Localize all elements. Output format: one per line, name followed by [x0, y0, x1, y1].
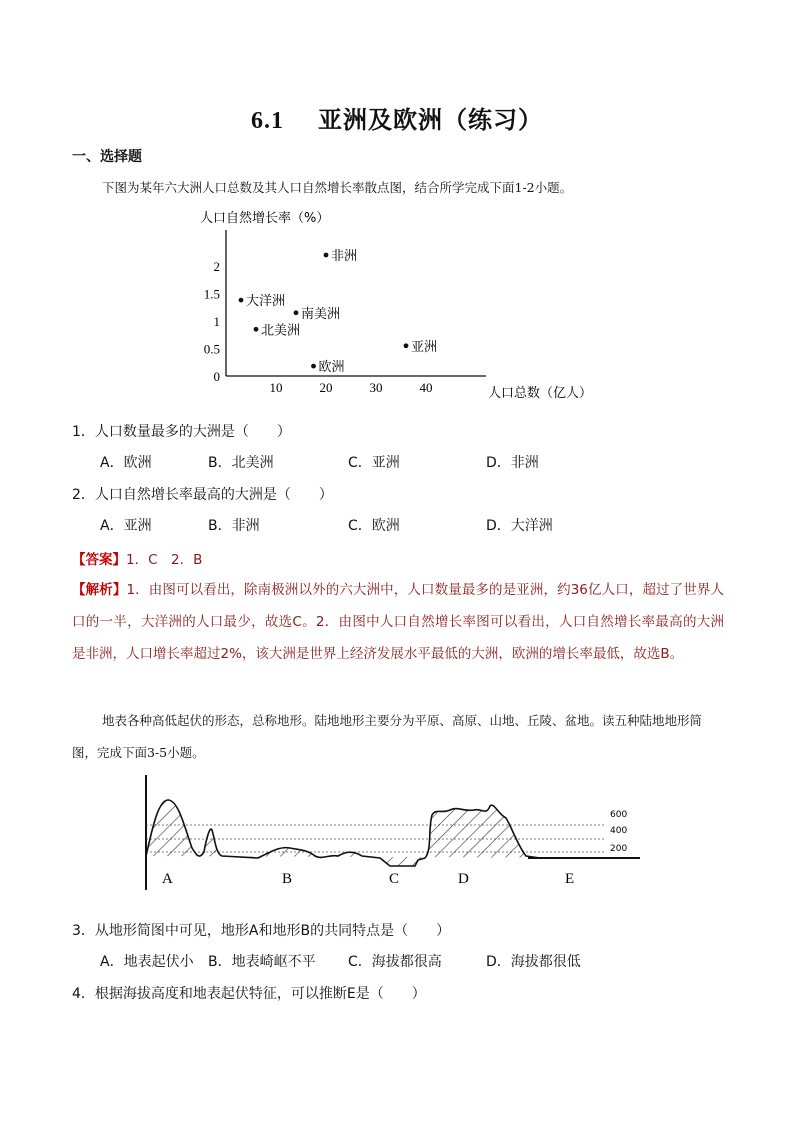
- y-tick-label: 1: [213, 314, 220, 329]
- option-d[interactable]: D．非洲: [486, 455, 539, 471]
- option-c[interactable]: C．欧洲: [348, 518, 400, 534]
- analysis-tag: 【解析】: [72, 582, 127, 598]
- terrain-label-b: B: [282, 871, 293, 887]
- terrain-label-a: A: [162, 871, 173, 887]
- point-label: 北美洲: [261, 323, 301, 339]
- x-tick-label: 30: [369, 380, 383, 395]
- contour-label-400: 400: [610, 826, 628, 836]
- title-text: 亚洲及欧洲（练习）: [318, 105, 543, 134]
- contour-label-200: 200: [610, 844, 628, 854]
- question-2: 2．人口自然增长率最高的大洲是（ ）: [72, 487, 333, 503]
- title-number: 6.1: [251, 108, 284, 134]
- contour-label-600: 600: [610, 810, 628, 820]
- terrain-label-d: D: [458, 871, 469, 887]
- terrain-profile-diagram: [140, 770, 650, 892]
- x-tick-label: 10: [269, 380, 283, 395]
- option-b[interactable]: B．北美洲: [208, 455, 274, 471]
- question-4: 4．根据海拔高度和地表起伏特征，可以推断E是（ ）: [72, 986, 426, 1002]
- point-label: 南美洲: [301, 306, 341, 322]
- analysis-paragraph: [72, 574, 724, 670]
- x-tick-label: 20: [319, 380, 333, 395]
- y-axis-label: 人口自然增长率（%）: [200, 211, 330, 226]
- y-tick-label: 1.5: [203, 286, 220, 302]
- x-tick-label: 40: [419, 380, 433, 395]
- question-1: 1．人口数量最多的大洲是（ ）: [72, 424, 291, 440]
- y-tick-label: 2: [213, 259, 220, 274]
- scatter-point: [404, 343, 409, 348]
- intro-text-2: 地表各种高低起伏的形态，总称地形。陆地地形主要分为平原、高原、山地、丘陵、盆地。读五种陆地地形简图，完成下面3-5小题。: [72, 713, 703, 760]
- answer-text: 1．C 2．B: [126, 552, 203, 568]
- option-a[interactable]: A．亚洲: [100, 518, 152, 534]
- terrain-surface: [146, 800, 640, 866]
- intro-text-1: 下图为某年六大洲人口总数及其人口自然增长率散点图，结合所学完成下面1-2小题。: [102, 180, 573, 195]
- scatter-point: [324, 253, 329, 258]
- scatter-point: [254, 327, 259, 332]
- point-label: 大洋洲: [246, 294, 286, 310]
- analysis-text: 1．由图可以看出，除南极洲以外的六大洲中，人口数量最多的是亚洲，约36亿人口，超过了世界人口的一半，大洋洲的人口最少，故选C。2．由图中人口自然增长率图可以看出，人口自然增长率最高的大洲是非洲，人口增长率超过2%，该大洲是世界上经济发展水平最低的大洲，欧洲的增长率最低，故选B。: [72, 582, 724, 662]
- scatter-point: [239, 298, 244, 303]
- answer-line: [72, 548, 202, 568]
- point-label: 欧洲: [318, 360, 345, 376]
- y-tick-label: 0: [213, 369, 220, 384]
- option-d[interactable]: D．大洋洲: [486, 518, 553, 534]
- scatter-point: [311, 364, 316, 369]
- option-a[interactable]: A．欧洲: [100, 455, 152, 471]
- option-c[interactable]: C．海拔都很高: [348, 954, 442, 970]
- answer-tag: 【答案】: [72, 552, 126, 568]
- question-3: 3．从地形简图中可见，地形A和地形B的共同特点是（ ）: [72, 923, 451, 939]
- option-b[interactable]: B．地表崎岖不平: [208, 954, 316, 970]
- option-c[interactable]: C．亚洲: [348, 455, 400, 471]
- section-heading: 一、选择题: [72, 149, 142, 165]
- population-scatter-chart: [190, 202, 610, 402]
- scatter-point: [294, 310, 299, 315]
- option-d[interactable]: D．海拔都很低: [486, 954, 581, 970]
- terrain-label-e: E: [565, 871, 575, 887]
- page-title: [0, 100, 794, 135]
- point-label: 非洲: [331, 249, 358, 264]
- option-b[interactable]: B．非洲: [208, 518, 260, 534]
- point-label: 亚洲: [411, 339, 438, 355]
- x-axis-label: 人口总数（亿人）: [488, 386, 593, 401]
- option-a[interactable]: A．地表起伏小: [100, 954, 194, 970]
- y-tick-label: 0.5: [203, 341, 220, 357]
- terrain-label-c: C: [389, 871, 400, 887]
